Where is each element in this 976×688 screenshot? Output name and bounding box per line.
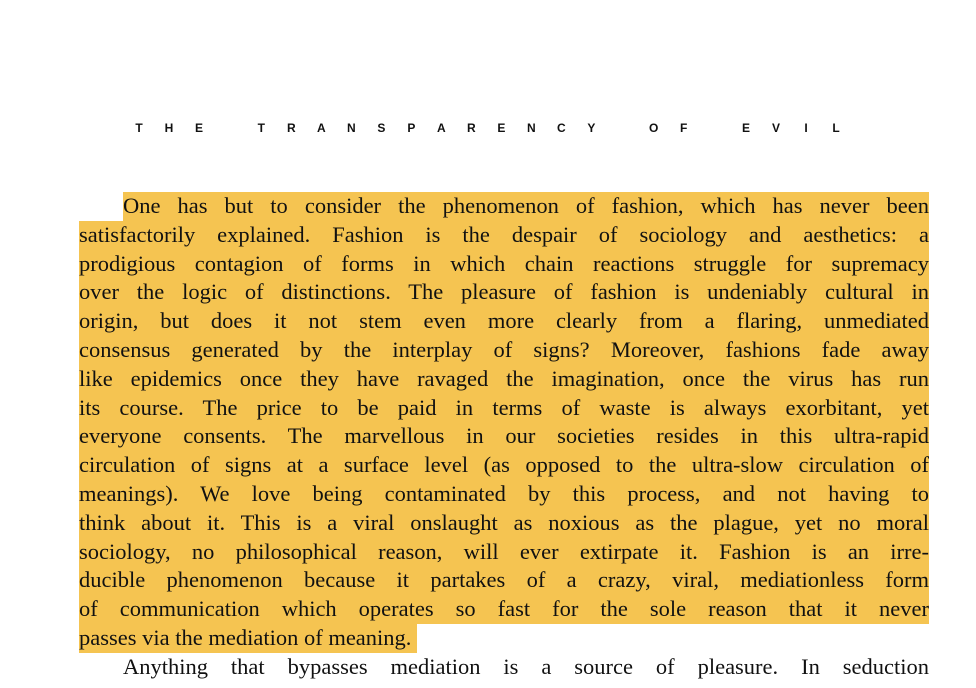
text-line-last [79,624,929,653]
running-head-word: O F [649,121,689,135]
text-line[interactable]: circulation of signs at a surface level (as opposed to the ultra-slow circulation of [79,451,929,480]
paragraph-highlighted [79,192,929,653]
highlighted-text[interactable]: passes via the mediation of meaning. [79,624,417,653]
text-line[interactable]: over the logic of distinctions. The pleasure of fashion is undeniably cultural in [79,278,929,307]
text-line[interactable]: its course. The price to be paid in terms of waste is always exorbitant, yet [79,394,929,423]
text-line[interactable]: sociology, no philosophical reason, will ever extirpate it. Fashion is an irre- [79,538,929,567]
paragraph [79,653,929,682]
running-head-word: T R A N S P A R E N C Y [257,121,597,135]
text-line[interactable]: ducible phenomenon because it partakes of a crazy, viral, mediationless form [79,566,929,595]
text-line[interactable]: of communication which operates so fast for the sole reason that it never [79,595,929,624]
text-line[interactable]: satisfactorily explained. Fashion is the despair of sociology and aesthetics: a [79,221,929,250]
text-line[interactable]: One has but to consider the phenomenon of fashion, which has never been [123,192,929,221]
text-line[interactable]: think about it. This is a viral onslaught as noxious as the plague, yet no moral [79,509,929,538]
text-line[interactable]: prodigious contagion of forms in which chain reactions struggle for supremacy [79,250,929,279]
text-line[interactable]: meanings). We love being contaminated by this process, and not having to [79,480,929,509]
page-body [79,192,929,682]
running-head [0,121,976,135]
text-line[interactable]: like epidemics once they have ravaged the imagination, once the virus has run [79,365,929,394]
text-line[interactable]: Anything that bypasses mediation is a source of pleasure. In seduction [123,653,929,679]
text-line[interactable]: consensus generated by the interplay of signs? Moreover, fashions fade away [79,336,929,365]
running-head-word: T H E [135,121,204,135]
text-line[interactable]: everyone consents. The marvellous in our societies resides in this ultra-rapid [79,422,929,451]
running-head-word: E V I L [742,121,841,135]
text-line[interactable]: origin, but does it not stem even more clearly from a flaring, unmediated [79,307,929,336]
